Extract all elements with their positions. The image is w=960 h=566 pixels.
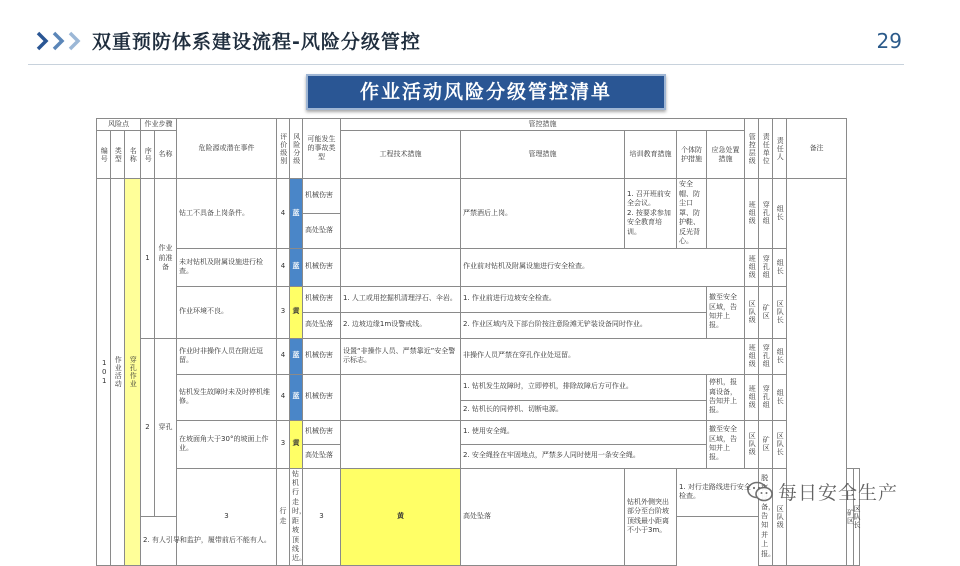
control-level-cell: 班组级 [745,338,759,374]
control-level-cell: 班组级 [745,374,759,420]
eval-cell: 3 [303,468,341,565]
table-row [97,338,860,374]
step-seq: 1 [141,179,155,338]
control-level-cell: 区队级 [773,468,787,565]
step-name: 作业前准备 [155,179,177,338]
management-cell: 1. 作业前进行边坡安全检查。 [461,286,707,312]
engineering-cell: 钻机外侧突出部分至台阶坡顶线最小距离不小于3m。 [625,468,677,565]
ppe-cell: 安全帽、防尘口罩、防护鞋、反光背心。 [677,179,707,248]
management-cell: 严禁酒后上岗。 [461,179,625,248]
header-risk-point: 风险点 [97,119,141,131]
accident-cell: 机械伤害 [303,338,341,374]
watermark [746,478,898,505]
hazard-cell: 钻工不具备上岗条件。 [177,179,277,248]
risk-grade-badge: 蓝 [290,338,303,374]
emergency-cell: 撤至安全区域，告知并上报。 [707,286,745,338]
emergency-cell [707,179,745,248]
accident-cell: 高处坠落 [303,444,341,468]
header-seq: 序号 [141,131,155,179]
risk-control-table [96,118,861,563]
accident-cell: 机械伤害 [303,248,341,286]
header-measures: 管控措施 [341,119,745,131]
management-cell: 2. 作业区域内及下部台阶按注意险滩无铲装设备同时作业。 [461,312,707,338]
header-num: 编号 [97,131,111,179]
accident-cell: 机械伤害 [303,179,341,214]
header-ppe: 个体防护措施 [677,131,707,179]
engineering-cell [341,420,461,468]
header-control-level: 管控层级 [745,119,759,179]
resp-person-cell: 区队长 [773,286,787,338]
header-step-name: 名称 [155,131,177,179]
hazard-cell: 钻机行走时，距坡顶线近。 [290,468,303,565]
wechat-icon [746,480,774,504]
eval-cell: 4 [277,338,290,374]
header-management: 管理措施 [461,131,625,179]
resp-unit-cell: 穿孔组 [759,374,773,420]
engineering-cell: 1. 人工或用挖掘机清理浮石、伞岩。 [341,286,461,312]
hazard-cell: 未对钻机及附属设施进行检查。 [177,248,277,286]
hazard-cell: 作业环境不良。 [177,286,277,338]
accident-cell: 机械伤害 [303,374,341,420]
resp-person-cell: 组长 [773,179,787,248]
control-level-cell: 区队级 [745,286,759,338]
resp-unit-cell: 矿区 [759,420,773,468]
point-name: 穿孔作业 [125,179,141,565]
control-level-cell: 区队级 [745,420,759,468]
management-cell: 1. 使用安全绳。 [461,420,707,444]
hazard-cell: 作业时非操作人员在附近逗留。 [177,338,277,374]
header-divider [28,64,904,65]
header-chevrons [36,30,84,52]
accident-cell: 高处坠落 [461,468,625,565]
header-type: 类型 [111,131,125,179]
eval-cell: 4 [277,374,290,420]
step-seq: 2 [141,338,155,517]
header-eval-level: 评价级别 [277,119,290,179]
resp-unit-cell: 穿孔组 [759,338,773,374]
table-banner: 作业活动风险分级管控清单 [306,74,666,110]
management-cell: 1. 钻机发生故障时，立即停机，排除故障后方可作业。 [461,374,707,400]
control-level-cell: 班组级 [745,179,759,248]
resp-person-cell: 组长 [773,248,787,286]
management-cell: 作业前对钻机及附属设施进行安全检查。 [461,248,745,286]
chevron-right-icon [36,30,50,52]
eval-cell: 4 [277,248,290,286]
emergency-cell: 撤至安全区域，告知并上报。 [707,420,745,468]
management-cell: 2. 安全绳拴在牢固地点，严禁多人同时使用一条安全绳。 [461,444,707,468]
resp-unit-cell: 矿区 [759,286,773,338]
table-row [97,374,860,400]
risk-grade-badge: 蓝 [290,374,303,420]
header-remarks: 备注 [787,119,847,179]
header-resp-unit: 责任单位 [759,119,773,179]
accident-cell: 机械伤害 [303,420,341,444]
step-seq: 3 [177,468,277,565]
table-row [97,179,860,214]
resp-unit-cell: 矿区 [847,468,853,565]
slide-title: 双重预防体系建设流程-风险分级管控 [92,31,421,53]
chevron-right-icon [52,30,66,52]
chevron-right-icon [68,30,82,52]
risk-grade-badge: 黄 [290,286,303,338]
accident-cell: 高处坠落 [303,312,341,338]
risk-grade-badge: 黄 [290,420,303,468]
resp-unit-cell: 穿孔组 [759,248,773,286]
engineering-cell [341,179,461,248]
engineering-cell: 2. 边坡边缘1m设警戒线。 [341,312,461,338]
header-training: 培训教育措施 [625,131,677,179]
resp-person-cell: 组长 [773,338,787,374]
watermark-text: 每日安全生产 [778,482,899,504]
resp-person-cell: 组长 [773,374,787,420]
management-cell: 2. 有人引导和监护，履带前后不能有人。 [141,517,277,566]
resp-person-cell: 区队长 [773,420,787,468]
resp-unit-cell: 穿孔组 [759,179,773,248]
step-name: 穿孔 [155,338,177,517]
accident-cell: 机械伤害 [303,286,341,312]
header-accident-type: 可能发生的事故类型 [303,119,341,179]
risk-grade-badge: 蓝 [290,179,303,248]
table-row [97,420,860,444]
point-num: 101 [97,179,111,565]
risk-grade-badge: 黄 [341,468,461,565]
engineering-cell [341,248,461,286]
engineering-cell [341,374,461,420]
hazard-cell: 在坡面角大于30°的坡面上作业。 [177,420,277,468]
management-cell: 2. 钻机长的同停机、切断电源。 [461,400,707,420]
management-cell: 1. 对行走路线进行安全检查。 [677,468,759,517]
eval-cell: 4 [277,179,290,248]
table-row [97,248,860,286]
table-row [97,286,860,312]
engineering-cell: 设置“非操作人员、严禁靠近”安全警示标志。 [341,338,461,374]
header-work-steps: 作业步骤 [141,119,177,131]
header-engineering: 工程技术措施 [341,131,461,179]
risk-grade-badge: 蓝 [290,248,303,286]
step-name: 行走 [277,468,290,565]
hazard-cell: 钻机发生故障时未及时停机维修。 [177,374,277,420]
header-risk-grade: 风险分级 [290,119,303,179]
emergency-cell: 脱 备，告知并上报。 [759,468,773,565]
accident-cell: 高处坠落 [303,213,341,248]
header-name: 名称 [125,131,141,179]
eval-cell: 3 [277,286,290,338]
page-number: 29 [876,29,902,53]
management-cell: 非操作人员严禁在穿孔作业处逗留。 [461,338,745,374]
training-cell: 1. 召开班前安全会议。 2. 按要求参加安全教育培训。 [625,179,677,248]
remarks-cell [787,179,847,565]
control-level-cell: 班组级 [745,248,759,286]
header-resp-person: 责任人 [773,119,787,179]
point-type: 作业活动 [111,179,125,565]
header-emergency: 应急处置措施 [707,131,745,179]
resp-person-cell: 区队长 [853,468,859,565]
header-hazard: 危险源或潜在事件 [177,119,277,179]
eval-cell: 3 [277,420,290,468]
emergency-cell: 停机，报离设备，告知并上报。 [707,374,745,420]
